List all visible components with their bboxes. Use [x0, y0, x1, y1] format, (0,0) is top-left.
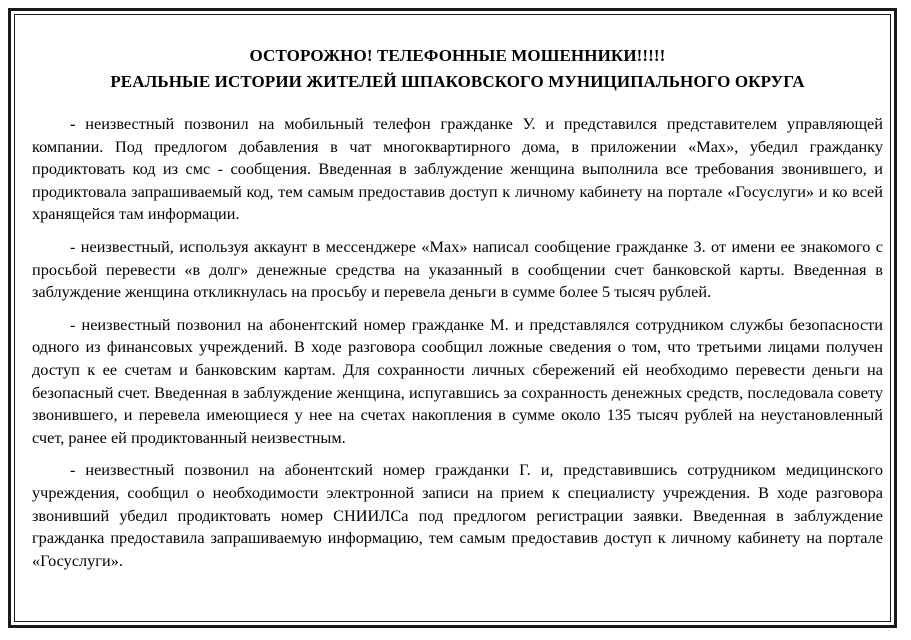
story-dash: -	[70, 460, 76, 480]
story-paragraph	[32, 113, 883, 226]
story-text: неизвестный позвонил на абонентский номер гражданки Г. и, представившись сотрудником медицинского учреждения, сообщил о необходимости электронной записи на прием к специалисту учреждения. В ходе разговора звонивший убедил продиктовать номер СНИИЛСа под предлогом регистрации заявки. Введенная в заблуждение гражданка предоставила запрашиваемую информацию, тем самым предоставив доступ к личному кабинету на портале «Госуслуги».	[32, 460, 883, 570]
notice-title: ОСТОРОЖНО! ТЕЛЕФОННЫЕ МОШЕННИКИ!!!!!	[249, 46, 666, 65]
story-text: неизвестный, используя аккаунт в мессенджере «Max» написал сообщение гражданке З. от имени ее знакомого с просьбой перевести «в долг» денежные средства на указанный в сообщении счет банковской карты. Введенная в заблуждение женщина откликнулась на просьбу и перевела деньги в сумме более 5 тысяч рублей.	[32, 236, 883, 302]
story-paragraph	[32, 236, 883, 304]
story-dash: -	[70, 314, 76, 334]
notice-content	[32, 44, 883, 582]
story-paragraph	[32, 459, 883, 572]
story-text: неизвестный позвонил на абонентский номер гражданке М. и представлялся сотрудником службы безопасности одного из финансовых учреждений. В ходе разговора сообщил ложные сведения о том, что третьими лицами получен доступ к ее счетам и банковским картам. Для сохранности личных сбережений ей необходимо перевести деньги на безопасный счет. Введенная в заблуждение женщина, испугавшись за сохранность денежных средств, последовала совету звонившего, и перевела имеющиеся у нее на счетах накопления в сумме около 135 тысяч рублей на неустановленный счет, ранее ей продиктованный неизвестным.	[32, 314, 883, 447]
story-text: неизвестный позвонил на мобильный телефон гражданке У. и представился представителем управляющей компании. Под предлогом добавления в чат многоквартирного дома, в приложении «Max», убедил гражданку продиктовать код из смс - сообщения. Введенная в заблуждение женщина выполнила все требования звонившего, и продиктовала запрашиваемый код, тем самым предоставив доступ к личному кабинету на портале «Госуслуги» и ко всей хранящейся там информации.	[32, 114, 883, 224]
story-dash: -	[70, 236, 76, 256]
story-paragraph	[32, 314, 883, 450]
stories-list	[32, 113, 883, 572]
story-dash: -	[70, 114, 76, 133]
notice-subtitle: РЕАЛЬНЫЕ ИСТОРИИ ЖИТЕЛЕЙ ШПАКОВСКОГО МУНИЦИПАЛЬНОГО ОКРУГА	[110, 72, 805, 91]
